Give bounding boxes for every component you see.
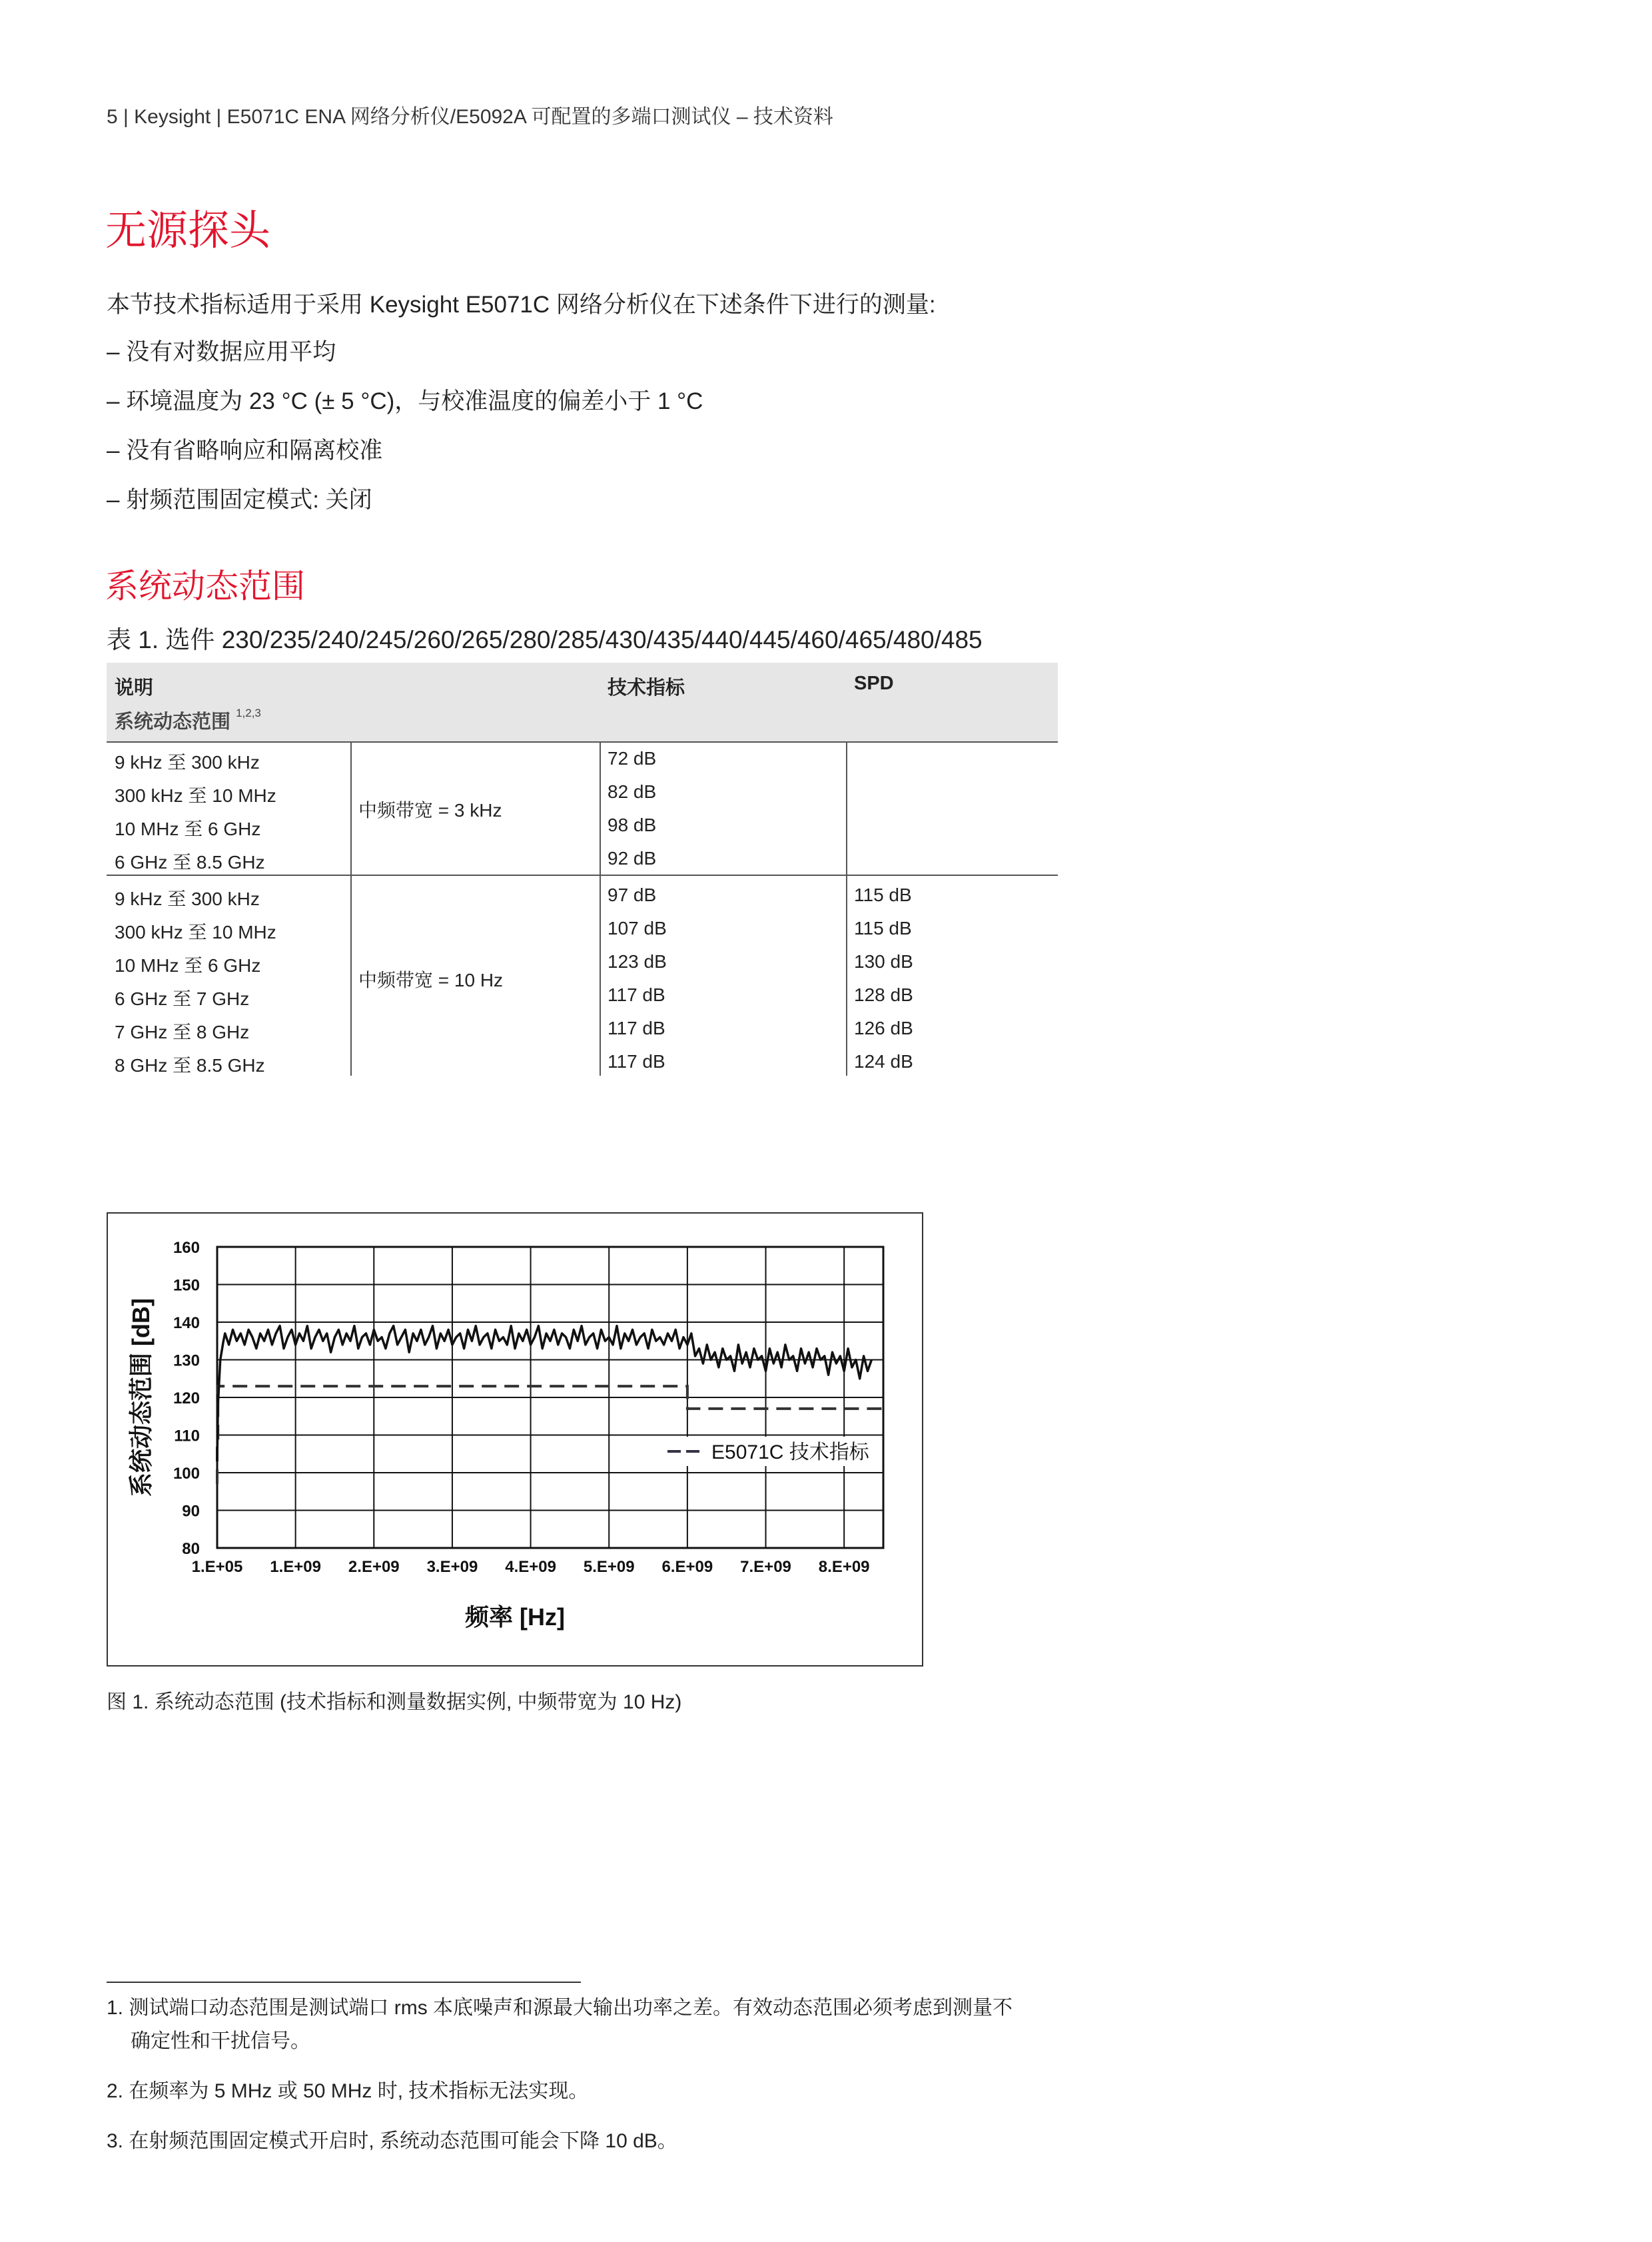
list-item: – 环境温度为 23 °C (± 5 °C)，与校准温度的偏差小于 1 °C — [107, 388, 703, 414]
list-item: – 没有省略响应和隔离校准 — [107, 438, 383, 464]
y-tick-label: 160 — [173, 1239, 200, 1257]
x-tick-label: 5.E+09 — [583, 1558, 635, 1576]
x-tick-label: 7.E+09 — [740, 1558, 791, 1576]
table-cell-range: 300 kHz 至 10 MHz — [115, 785, 276, 806]
table-cell-spd: 115 dB — [854, 885, 912, 905]
table-cell-spec: 97 dB — [608, 885, 657, 905]
conditions-list — [107, 336, 703, 534]
list-item: – 没有对数据应用平均 — [107, 339, 336, 365]
divider — [600, 741, 601, 1076]
table-cell-range: 10 MHz 至 6 GHz — [115, 955, 261, 976]
x-tick-label: 2.E+09 — [348, 1558, 400, 1576]
table-cell-range: 300 kHz 至 10 MHz — [115, 922, 276, 942]
footnote-1: 1. 测试端口动态范围是测试端口 rms 本底噪声和源最大输出功率之差。有效动态范围必须考虑到测量不 确定性和干扰信号。 — [107, 1997, 1013, 2052]
y-tick-label: 90 — [182, 1502, 200, 1521]
table-caption: 表 1. 选件 230/235/240/245/260/265/280/285/430/435/440/445/460/465/480/485 — [107, 626, 983, 653]
table-cell-spec: 123 dB — [608, 951, 667, 972]
table-cell-spec: 98 dB — [608, 815, 657, 835]
table-cell-spec: 82 dB — [608, 781, 657, 802]
divider — [846, 741, 847, 1076]
figure-caption: 图 1. 系统动态范围 (技术指标和测量数据实例, 中频带宽为 10 Hz) — [107, 1691, 682, 1713]
header-description: 说明 — [115, 677, 154, 699]
footnote-2: 2. 在频率为 5 MHz 或 50 MHz 时, 技术指标无法实现。 — [107, 2080, 589, 2102]
y-tick-label: 140 — [173, 1314, 200, 1332]
table-cell-spd: 126 dB — [854, 1018, 913, 1038]
table-cell-range: 6 GHz 至 7 GHz — [115, 988, 250, 1009]
footnote-3: 3. 在射频范围固定模式开启时, 系统动态范围可能会下降 10 dB。 — [107, 2130, 677, 2152]
x-tick-label: 6.E+09 — [661, 1558, 713, 1576]
header-spec: 技术指标 — [608, 677, 685, 699]
footnote-divider — [107, 1982, 581, 1983]
y-tick-label: 130 — [173, 1351, 200, 1370]
table-cell-spd: 130 dB — [854, 951, 913, 972]
intro-text: 本节技术指标适用于采用 Keysight E5071C 网络分析仪在下述条件下进行的测量: — [107, 292, 936, 318]
table-cell-spec: 117 dB — [608, 1051, 665, 1072]
table-header — [107, 663, 1058, 743]
x-tick-label: 3.E+09 — [426, 1558, 478, 1576]
y-tick-label: 120 — [173, 1389, 200, 1407]
x-tick-label: 8.E+09 — [818, 1558, 870, 1576]
list-item: – 射频范围固定模式: 关闭 — [107, 487, 372, 513]
table-cell-range: 10 MHz 至 6 GHz — [115, 819, 261, 839]
table-cell-range: 6 GHz 至 8.5 GHz — [115, 852, 265, 873]
table-cell-spd: 115 dB — [854, 918, 912, 938]
x-axis-label: 频率 [Hz] — [465, 1603, 565, 1631]
chart-legend — [662, 1437, 881, 1466]
page-header: 5 | Keysight | E5071C ENA 网络分析仪/E5092A 可配置的多端口测试仪 – 技术资料 — [107, 106, 833, 128]
legend-label: E5071C 技术指标 — [711, 1441, 869, 1463]
table-cell-range: 7 GHz 至 8 GHz — [115, 1022, 250, 1042]
table-cell-spec: 117 dB — [608, 1018, 665, 1038]
y-tick-label: 80 — [182, 1540, 200, 1558]
divider — [107, 875, 1058, 876]
y-axis-label: 系统动态范围 [dB] — [127, 1298, 155, 1497]
y-tick-label: 110 — [174, 1427, 200, 1445]
table-cell-spd: 124 dB — [854, 1051, 913, 1072]
table-cell-spec: 107 dB — [608, 918, 667, 938]
section-title: 系统动态范围 — [105, 567, 305, 605]
table-cell-spd: 128 dB — [854, 984, 913, 1005]
y-tick-label: 150 — [173, 1276, 200, 1295]
table-cell-range: 9 kHz 至 300 kHz — [115, 752, 260, 773]
x-tick-label: 1.E+09 — [270, 1558, 322, 1576]
group2-condition: 中频带宽 = 10 Hz — [358, 970, 504, 990]
dynamic-range-chart — [108, 1214, 922, 1665]
table-cell-spec: 72 dB — [608, 748, 657, 769]
dynamic-range-figure — [107, 1212, 923, 1667]
page-title: 无源探头 — [105, 208, 271, 254]
table-cell-range: 9 kHz 至 300 kHz — [115, 889, 260, 909]
x-tick-label: 4.E+09 — [505, 1558, 556, 1576]
group1-condition: 中频带宽 = 3 kHz — [358, 800, 502, 821]
y-tick-label: 100 — [173, 1465, 200, 1483]
dynamic-range-table — [107, 663, 1058, 1076]
table-cell-spec: 117 dB — [608, 984, 665, 1005]
x-tick-label: 1.E+05 — [191, 1558, 243, 1576]
header-spd: SPD — [854, 673, 894, 694]
table-subheader: 系统动态范围 $^{1,2,3}$ — [115, 707, 261, 733]
divider — [350, 741, 352, 1076]
table-cell-spec: 92 dB — [608, 848, 657, 869]
table-cell-range: 8 GHz 至 8.5 GHz — [115, 1055, 265, 1076]
